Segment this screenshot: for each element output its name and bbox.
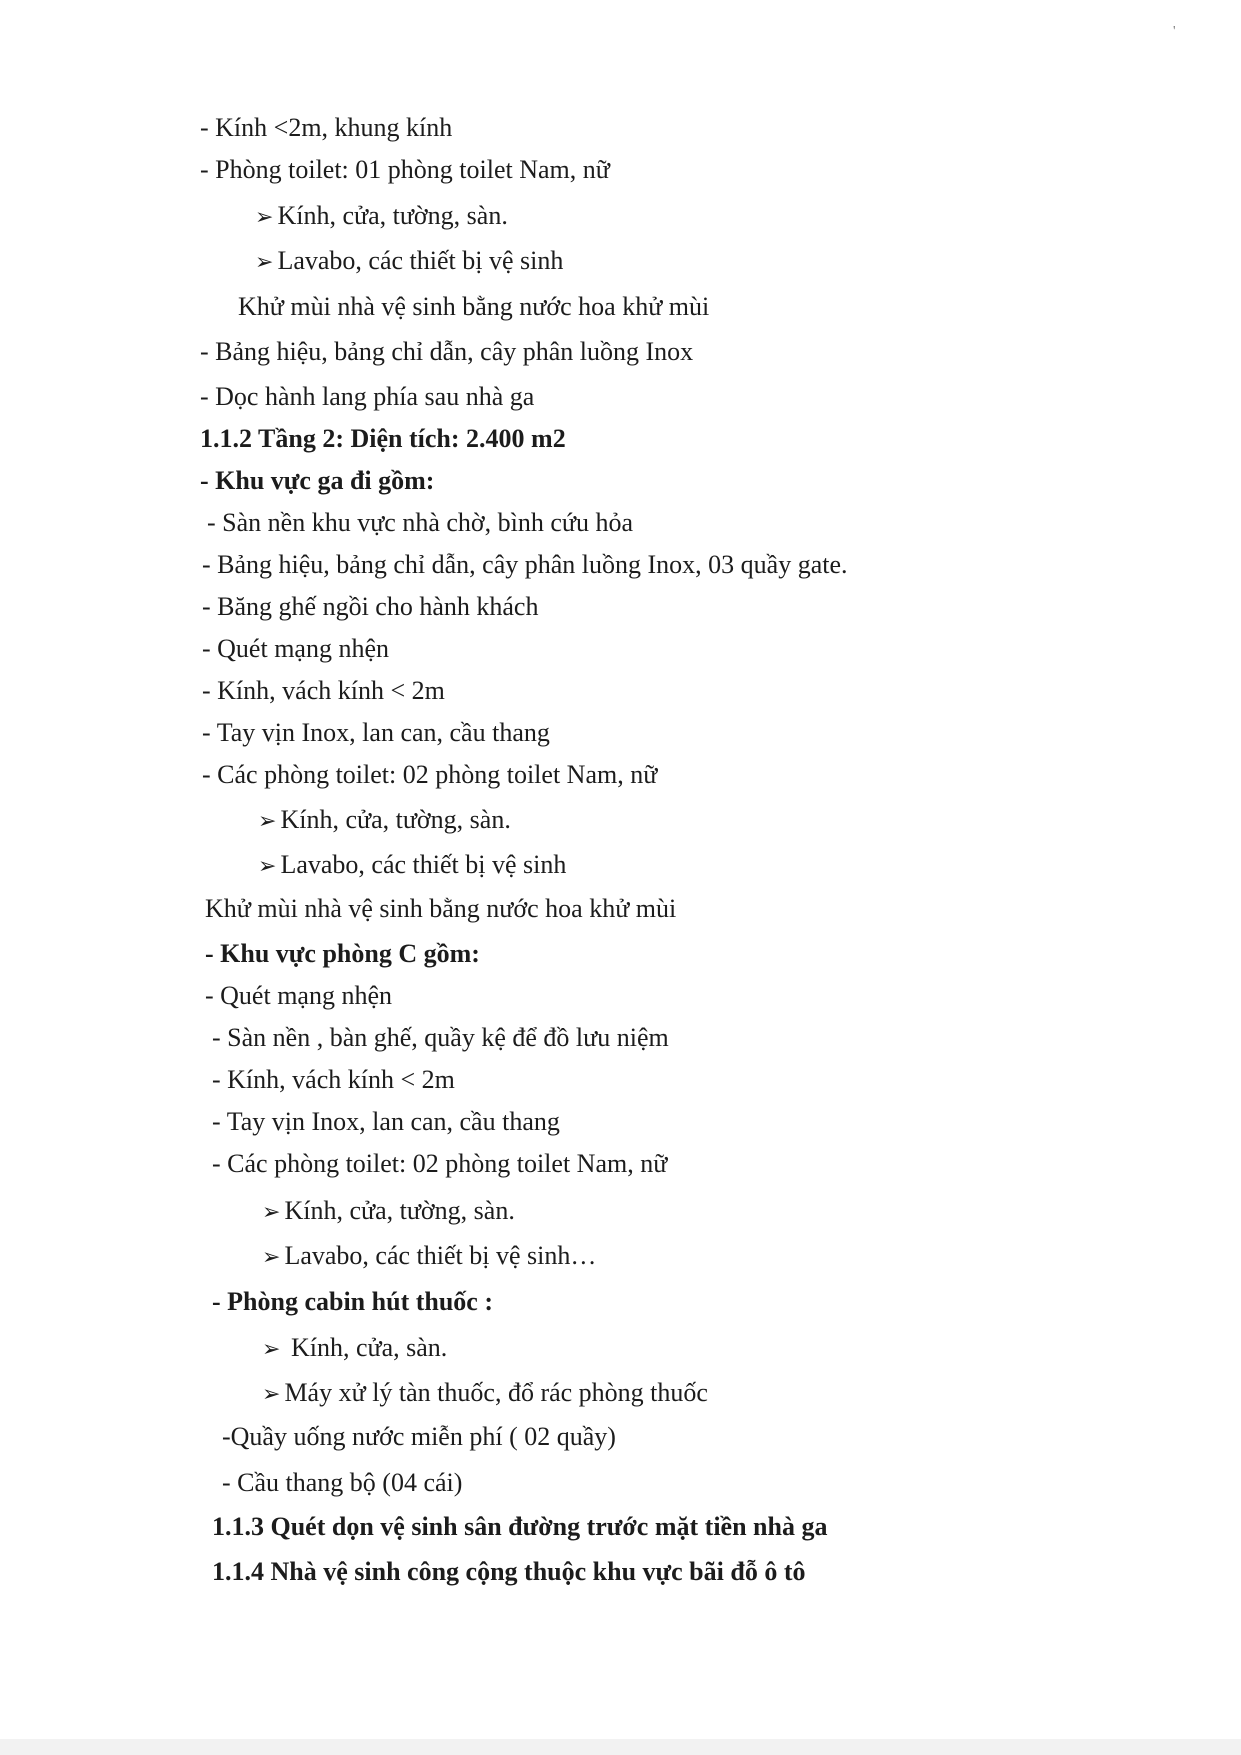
arrow-bullet-icon: ➢ (258, 853, 277, 878)
bullet-item (262, 1240, 596, 1273)
arrow-bullet-icon: ➢ (262, 1244, 281, 1269)
bullet-item (255, 200, 508, 233)
section-heading (212, 1511, 827, 1543)
text-line (222, 1467, 462, 1499)
line-text: - Sàn nền , bàn ghế, quầy kệ để đồ lưu niệm (212, 1023, 669, 1052)
bullet-item (258, 804, 511, 837)
line-text: - Cầu thang bộ (04 cái) (222, 1468, 463, 1497)
line-text: - Kính <2m, khung kính (200, 113, 453, 142)
arrow-bullet-icon: ➢ (262, 1381, 281, 1406)
line-text: Lavabo, các thiết bị vệ sinh (280, 850, 567, 879)
arrow-bullet-icon: ➢ (255, 249, 274, 274)
section-heading (200, 423, 566, 455)
text-line (238, 291, 709, 323)
line-text: - Tay vịn Inox, lan can, cầu thang (202, 718, 550, 747)
text-line (212, 1022, 669, 1054)
line-text: Kính, cửa, tường, sàn. (280, 805, 511, 834)
line-text: - Phòng toilet: 01 phòng toilet Nam, nữ (200, 155, 610, 184)
line-text: Kính, cửa, tường, sàn. (277, 201, 508, 230)
line-text: Máy xử lý tàn thuốc, đổ rác phòng thuốc (284, 1378, 708, 1407)
arrow-bullet-icon: ➢ (258, 808, 277, 833)
arrow-bullet-icon: ➢ (262, 1336, 281, 1361)
subsection-heading (205, 938, 480, 970)
line-text: 1.1.2 Tầng 2: Diện tích: 2.400 m2 (200, 424, 566, 453)
page-bottom-strip (0, 1739, 1241, 1755)
line-text: - Khu vực ga đi gồm: (200, 466, 435, 495)
line-text: - Quét mạng nhện (205, 981, 393, 1010)
subsection-heading (212, 1286, 493, 1318)
bullet-item (262, 1377, 708, 1410)
scan-mark: ' (1173, 24, 1176, 39)
line-text: - Kính, vách kính < 2m (212, 1065, 455, 1094)
text-line (222, 1421, 616, 1453)
line-text: Khử mùi nhà vệ sinh bằng nước hoa khử mùi (205, 894, 677, 923)
text-line (200, 336, 693, 368)
line-text: - Các phòng toilet: 02 phòng toilet Nam, nữ (212, 1149, 668, 1178)
line-text: Lavabo, các thiết bị vệ sinh… (284, 1241, 597, 1270)
text-line (202, 591, 538, 623)
line-text: - Các phòng toilet: 02 phòng toilet Nam, nữ (202, 760, 658, 789)
arrow-bullet-icon: ➢ (255, 204, 274, 229)
text-line (212, 1106, 560, 1138)
text-line (205, 980, 392, 1012)
line-text: Kính, cửa, sàn. (284, 1333, 448, 1362)
text-line (202, 759, 657, 791)
line-text: - Phòng cabin hút thuốc : (212, 1287, 493, 1316)
subsection-heading (200, 465, 434, 497)
line-text: - Bảng hiệu, bảng chỉ dẫn, cây phân luồng Inox (200, 337, 694, 366)
line-text: - Tay vịn Inox, lan can, cầu thang (212, 1107, 560, 1136)
text-line (200, 112, 452, 144)
line-text: - Dọc hành lang phía sau nhà ga (200, 382, 535, 411)
text-line (212, 1064, 455, 1096)
line-text: 1.1.4 Nhà vệ sinh công cộng thuộc khu vực bãi đỗ ô tô (212, 1557, 806, 1586)
line-text: Lavabo, các thiết bị vệ sinh (277, 246, 564, 275)
line-text: - Khu vực phòng C gồm: (205, 939, 480, 968)
line-text: -Quầy uống nước miễn phí ( 02 quầy) (222, 1422, 616, 1451)
section-heading (212, 1556, 805, 1588)
text-line (202, 549, 848, 581)
text-line (202, 633, 389, 665)
line-text: Khử mùi nhà vệ sinh bằng nước hoa khử mùi (238, 292, 710, 321)
text-line (212, 1148, 667, 1180)
text-line (200, 381, 534, 413)
arrow-bullet-icon: ➢ (262, 1199, 281, 1224)
text-line (200, 154, 610, 186)
line-text: - Quét mạng nhện (202, 634, 390, 663)
bullet-item (258, 849, 566, 882)
bullet-item (255, 245, 563, 278)
line-text: - Kính, vách kính < 2m (202, 676, 445, 705)
line-text: - Băng ghế ngồi cho hành khách (202, 592, 539, 621)
line-text: Kính, cửa, tường, sàn. (284, 1196, 515, 1225)
line-text: - Sàn nền khu vực nhà chờ, bình cứu hỏa (207, 508, 634, 537)
bullet-item (262, 1195, 515, 1228)
text-line (207, 507, 633, 539)
bullet-item (262, 1332, 447, 1365)
text-line (202, 675, 445, 707)
line-text: - Bảng hiệu, bảng chỉ dẫn, cây phân luồng Inox, 03 quầy gate. (202, 550, 848, 579)
line-text: 1.1.3 Quét dọn vệ sinh sân đường trước mặt tiền nhà ga (212, 1512, 828, 1541)
text-line (202, 717, 550, 749)
text-line (205, 893, 676, 925)
